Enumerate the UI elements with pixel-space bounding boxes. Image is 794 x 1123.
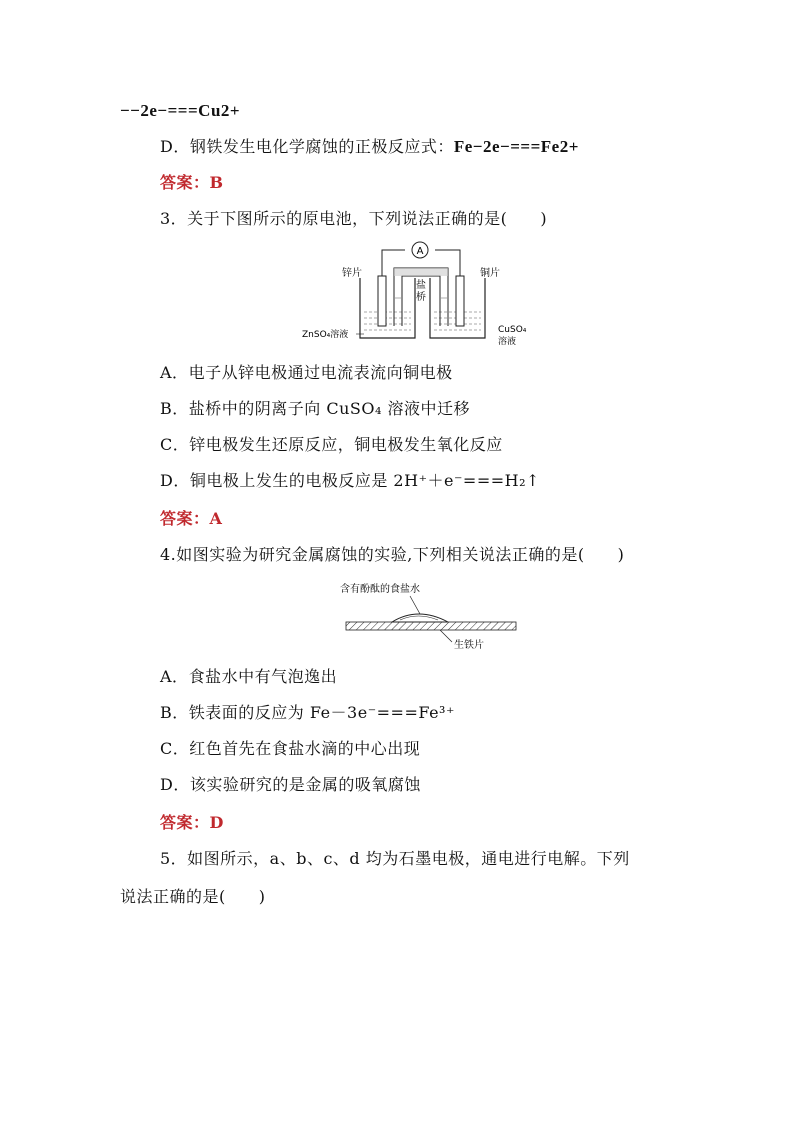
salt-bridge-label-2: 桥 [416,292,426,303]
q3-option-d-label: D． [160,471,190,490]
q3-option-b [160,398,470,420]
q2-equation-continuation: −−2e−===Cu2+ [120,101,241,120]
q3-galvanic-cell-figure [290,238,550,348]
q2-answer-label: 答案： [160,173,210,192]
q3-option-c [160,434,503,456]
q4-option-d [160,774,421,796]
q3-option-d-text: 铜电极上发生的电极反应是 2H⁺＋e⁻===H₂↑ [189,471,540,490]
q4-corrosion-figure [330,578,530,658]
q3-answer [160,508,222,530]
q4-option-c [160,738,420,760]
copper-label: 铜片 [480,268,500,279]
znso4-label: ZnSO₄溶液 [302,330,349,340]
q4-option-a [160,666,337,688]
q4-option-b-label: B． [160,703,189,722]
q3-stem: 3．关于下图所示的原电池，下列说法正确的是( ) [160,209,548,228]
q3-answer-label: 答案： [160,509,210,528]
iron-label: 生铁片 [454,640,484,651]
q5-stem-line2: 说法正确的是( ) [120,887,266,906]
q4-stem: 4.如图实验为研究金属腐蚀的实验,下列相关说法正确的是( ) [160,545,625,564]
q4-option-d-text: 该实验研究的是金属的吸氧腐蚀 [189,775,421,794]
saltwater-drop [392,614,448,622]
q2-answer-value: B [209,173,224,192]
q4-answer-value: D [209,813,224,832]
q3-option-a-text: 电子从锌电极通过电流表流向铜电极 [188,363,453,382]
q4-option-c-text: 红色首先在食盐水滴的中心出现 [189,739,421,758]
salt-bridge-label-1: 盐 [416,280,426,291]
q4-answer-label: 答案： [160,813,210,832]
q3-option-b-label: B． [160,399,189,418]
ammeter-label: A [416,246,424,257]
q3-option-c-label: C． [160,435,190,454]
q4-option-b-text: 铁表面的反应为 Fe－3e⁻===Fe³⁺ [188,703,455,722]
q2-option-d-label: D． [160,137,190,156]
q4-option-a-text: 食盐水中有气泡逸出 [188,667,338,686]
q4-option-c-label: C． [160,739,190,758]
q2-option-d-formula: Fe−2e−===Fe2+ [453,137,579,156]
q4-option-d-label: D． [160,775,190,794]
q3-option-a-label: A． [160,363,189,382]
q5-stem-line1: 5．如图所示，a、b、c、d 均为石墨电极，通电进行电解。下列 [160,849,630,868]
cuso4-label-1: CuSO₄ [498,325,527,335]
saltwater-label: 含有酚酞的食盐水 [340,584,420,595]
q3-option-d [160,470,540,492]
q4-option-b [160,702,455,724]
q3-option-b-text: 盐桥中的阴离子向 CuSO₄ 溶液中迁移 [188,399,470,418]
cuso4-label-2: 溶液 [498,337,517,347]
q3-option-c-text: 锌电极发生还原反应，铜电极发生氧化反应 [189,435,503,454]
q2-option-d [160,136,579,158]
iron-plate [346,622,516,630]
q4-option-a-label: A． [160,667,189,686]
q3-answer-value: A [209,509,223,528]
q2-option-d-text: 钢铁发生电化学腐蚀的正极反应式： [189,137,454,156]
q4-answer [160,812,224,834]
zinc-label: 锌片 [342,268,362,279]
q3-option-a [160,362,453,384]
q2-answer [160,172,224,194]
